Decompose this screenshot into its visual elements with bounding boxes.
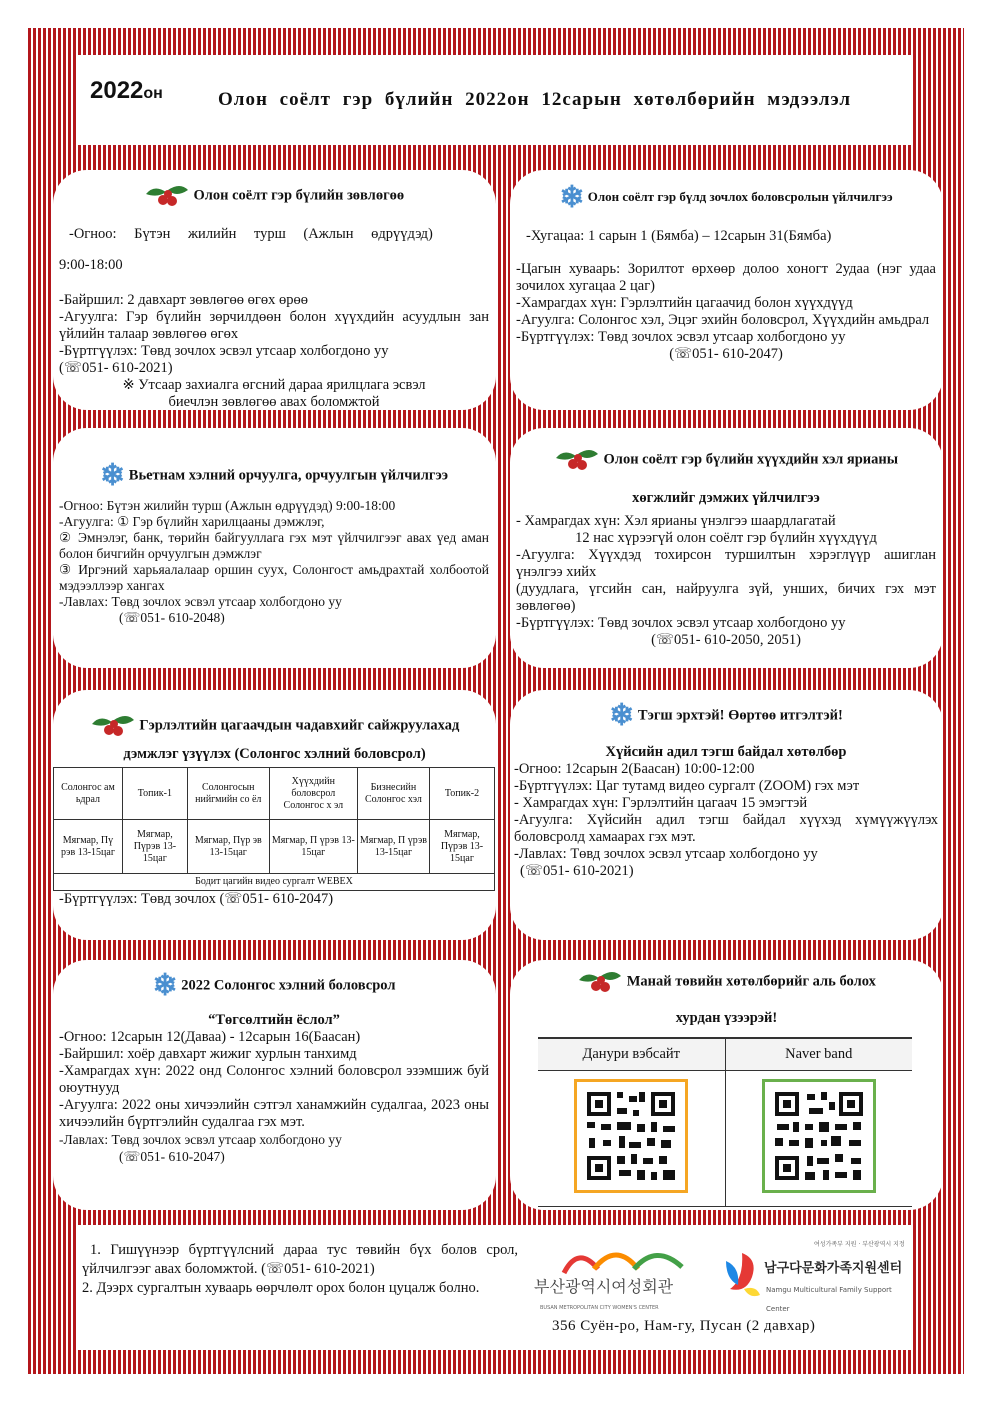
- snowflake-icon: ❄: [559, 181, 585, 215]
- children-title-2: хөгжлийг дэмжих үйлчилгээ: [632, 490, 820, 506]
- equality-phone: (☏051- 610-2021): [520, 863, 634, 879]
- holly-icon: [144, 182, 190, 210]
- korean-2022-title: 2022 Солонгос хэлний боловсрол: [181, 977, 396, 994]
- qr-col-label: Данури вэбсайт: [582, 1045, 681, 1062]
- counseling-line: 9:00-18:00: [59, 257, 123, 273]
- korean-support-title: Гэрлэлтийн цагаачдын чадавхийг сайжруулахад: [139, 717, 460, 734]
- counseling-line: -Байршил: 2 давхарт зөвлөгөө өгөх өрөө: [59, 292, 308, 308]
- snowflake-icon: ❄: [152, 969, 178, 1002]
- visit-line: -Бүртгүүлэх: Төвд зочлох эсвэл утсаар холбогдоно уу: [516, 329, 846, 346]
- year-label: 2022он: [90, 77, 163, 104]
- counseling-line: -Огноо: Бүтэн жилийн турш (Ажлын өдрүүдэд): [69, 226, 433, 242]
- counseling-line: -Бүртгүүлэх: Төвд зочлох эсвэл утсаар холбогдоно уу: [59, 343, 389, 359]
- snowflake-icon: ❄: [100, 459, 126, 492]
- footer-section: [78, 1225, 913, 1350]
- women-center-logo-mark: [558, 1241, 688, 1275]
- equality-line: - Хамрагдах хүн: Гэрлэлтийн цагаач 15 эмэгтэй: [514, 795, 808, 811]
- holly-icon: [577, 968, 623, 996]
- qr-title: Манай төвийн хөтөлбөрийг аль болох: [626, 973, 876, 990]
- table-cell: Мягмар, Пүр эв 13-15цаг: [187, 820, 269, 874]
- footer-note-1: 1. Гишүүнээр бүртгүүлсний дараа тус төвийн бүх болов срол, үйлчилгээг авах боломжтой. (☏051- 610-2021): [82, 1242, 518, 1277]
- counseling-note: ※ Утсаар захиалга өгсний дараа ярилцлага эсвэл: [122, 377, 426, 393]
- equality-subtitle: Хүйсийн адил тэгш байдал хөтөлбөр: [605, 744, 847, 760]
- korean-support-register: -Бүртгүүлэх: Төвд зочлох (☏051- 610-2047): [59, 891, 334, 907]
- table-footer-row: [54, 874, 495, 891]
- table-header: Солонгосын нийгмийн со ёл: [187, 768, 269, 820]
- address: 356 Суён-ро, Нам-гу, Пусан (2 давхар): [552, 1318, 816, 1334]
- qr-table: [538, 1037, 912, 1207]
- table-header: Хүүхдийн боловсрол Солонгос х эл: [269, 768, 357, 820]
- counseling-title: Олон соёлт гэр бүлийн зөвлөгөө: [193, 187, 405, 204]
- visit-phone: (☏051- 610-2047): [669, 346, 783, 363]
- table-header-row: [54, 768, 495, 820]
- equality-line: -Огноо: 12сарын 2(Баасан) 10:00-12:00: [514, 761, 755, 777]
- women-center-logo: [534, 1241, 704, 1311]
- korean-support-card: [53, 690, 496, 940]
- vietnam-line: ② Эмнэлэг, банк, төрийн байгууллага гэх мэт үйлчилгээг авах үед аман болон бичгийн орчуулгын дэмжлэг: [59, 530, 489, 561]
- korean-support-title-2: дэмжлэг үзүүлэх (Солонгос хэлний боловсрол): [123, 746, 426, 762]
- children-card: [510, 428, 943, 668]
- table-cell: Мягмар, П үрэв 13-15цаг: [357, 820, 429, 874]
- vietnam-phone: (☏051- 610-2048): [119, 610, 225, 625]
- counseling-phone: (☏051- 610-2021): [59, 360, 173, 376]
- equality-line: -Агуулга: Хүйсийн адил тэгш байдал хүүхэд хүмүүжүүлэх боловсролд хамаарах гэх мэт.: [514, 812, 938, 845]
- korean-2022-subtitle: “Төгсөлтийн ёслол”: [208, 1012, 340, 1028]
- table-header: Топик-1: [122, 768, 187, 820]
- page-header: [78, 55, 913, 145]
- naver-band-qr-code[interactable]: [762, 1079, 876, 1193]
- visit-line: -Хамрагдах хүн: Гэрлэлтийн цагаачид болон хүүхдүүд: [516, 295, 853, 312]
- table-header: Бизнесийн Солонгос хэл: [357, 768, 429, 820]
- counseling-line: -Агуулга: Гэр бүлийн зөрчилдөөн болон хүүхдийн асуудлын зан үйлийн талаар зөвлөгөө өгөх: [59, 309, 489, 342]
- qr-card: [510, 960, 943, 1210]
- women-center-name-en: BUSAN METROPOLITAN CITY WOMEN'S CENTER: [540, 1305, 659, 1311]
- footer-note-2: 2. Дээрх сургалтын хуваарь өөрчлөлт орох болон цуцалж болно.: [82, 1280, 480, 1296]
- namgu-center-name-en: Namgu Multicultural Family Support Center: [766, 1286, 892, 1313]
- visit-card: [510, 170, 943, 410]
- korean-2022-phone: (☏051- 610-2047): [119, 1149, 225, 1164]
- korean-2022-line: -Хамрагдах хүн: 2022 онд Солонгос хэлний боловсрол эзэмшиж буй оюутнууд: [59, 1063, 489, 1096]
- counseling-card: [53, 170, 496, 410]
- children-line: -Агуулга: Хүүхдэд тохирсон туршилтын хэрэглүүр ашиглан үнэлгээ хийх: [516, 547, 936, 580]
- visit-line: -Агуулга: Солонгос хэл, Эцэг эхийн боловсрол, Хүүхдийн амьдрал: [516, 312, 930, 329]
- table-cell: Мягмар, Пүрэв 13-15цаг: [122, 820, 187, 874]
- qr-col-label: Naver band: [725, 1038, 912, 1070]
- korean-2022-line: -Огноо: 12сарын 12(Даваа) - 12сарын 16(Баасан): [59, 1029, 361, 1045]
- table-cell: Мягмар, П үрэв 13-15цаг: [269, 820, 357, 874]
- vietnam-card: [53, 428, 496, 668]
- holly-icon: [90, 712, 136, 740]
- children-phone: (☏051- 610-2050, 2051): [651, 632, 801, 648]
- equality-line: -Бүртгүүлэх: Цаг тутамд видео сургалт (ZOOM) гэх мэт: [514, 778, 860, 794]
- snowflake-icon: ❄: [609, 699, 635, 732]
- table-header: Солонгос ам ьдрал: [54, 768, 123, 820]
- table-footer: Бодит цагийн видео сургалт WEBEX: [54, 874, 495, 891]
- page-title: Олон соёлт гэр бүлийн 2022он 12сарын хөтөлбөрийн мэдээлэл: [218, 89, 852, 110]
- table-cell: Мягмар, Пүрэв 13-15цаг: [429, 820, 494, 874]
- vietnam-line: -Огноо: Бүтэн жилийн турш (Ажлын өдрүүдэд) 9:00-18:00: [59, 498, 396, 513]
- korean-2022-line: -Байршил: хоёр давхарт жижиг хурлын танхимд: [59, 1046, 357, 1062]
- visit-title: Олон соёлт гэр бүлд зочлох боловсролын үйлчилгээ: [587, 189, 893, 204]
- korean-2022-card: [53, 960, 496, 1210]
- equality-card: [510, 690, 943, 940]
- namgu-center-logo-mark: [722, 1249, 762, 1299]
- table-cell: Мягмар, Пү рэв 13-15цаг: [54, 820, 123, 874]
- children-line: 12 нас хүрээгүй олон соёлт гэр бүлийн хүүхдүүд: [575, 530, 877, 546]
- visit-line: -Хугацаа: 1 сарын 1 (Бямба) – 12сарын 31(Бямба): [526, 228, 832, 245]
- namgu-center-logo: [722, 1235, 912, 1315]
- korean-2022-line: -Агуулга: 2022 оны хичээлийн сэтгэл ханамжийн судалгаа, 2023 оны хичээлийн бүртгэлийн судалгаа гэх мэт.: [59, 1097, 489, 1130]
- equality-title: Тэгш эрхтэй! Өөртөө итгэлтэй!: [637, 707, 843, 724]
- schedule-table: [53, 767, 495, 891]
- namgu-center-sponsor: 여성가족부 지원 · 부산광역시 지정: [814, 1241, 905, 1248]
- children-line: - Хамрагдах хүн: Хэл ярианы үнэлгээ шаардлагатай: [516, 513, 836, 529]
- vietnam-line: -Лавлах: Төвд зочлох эсвэл утсаар холбогдоно уу: [59, 594, 342, 609]
- vietnam-title: Вьетнам хэлний орчуулга, орчуулгын үйлчилгээ: [128, 467, 448, 484]
- children-line: -Бүртгүүлэх: Төвд зочлох эсвэл утсаар холбогдоно уу: [516, 615, 846, 631]
- women-center-name: 부산광역시여성회관: [534, 1277, 674, 1296]
- holly-icon: [554, 446, 600, 474]
- danuri-qr-code[interactable]: [574, 1079, 688, 1193]
- qr-title-2: хурдан үзээрэй!: [675, 1010, 778, 1026]
- vietnam-line: ③ Иргэний харьяалалаар оршин суух, Солонгост амьдрахтай холбоотой мэдээллээр хангах: [59, 562, 489, 593]
- counseling-note: биечлэн зөвлөгөө авах боломжтой: [168, 394, 380, 410]
- visit-line: -Цагын хуваарь: Зорилтот өрхөөр долоо хоногт 2удаа (нэг удаа зочилох хугацаа 2 цаг): [516, 261, 936, 295]
- korean-2022-line: -Лавлах: Төвд зочлох эсвэл утсаар холбогдоно уу: [59, 1132, 342, 1147]
- namgu-center-name: 남구다문화가족지원센터: [764, 1261, 903, 1276]
- children-title: Олон соёлт гэр бүлийн хүүхдийн хэл ярианы: [603, 451, 899, 468]
- children-line: (дуудлага, үгсийн сан, найруулга зүй, унших, бичих гэх мэт зөвлөгөө): [516, 581, 936, 614]
- vietnam-line: -Агуулга: ① Гэр бүлийн харилцааны дэмжлэг,: [59, 514, 325, 529]
- table-row: [54, 820, 495, 874]
- equality-line: -Лавлах: Төвд зочлох эсвэл утсаар холбогдоно уу: [514, 846, 818, 862]
- table-header: Топик-2: [429, 768, 494, 820]
